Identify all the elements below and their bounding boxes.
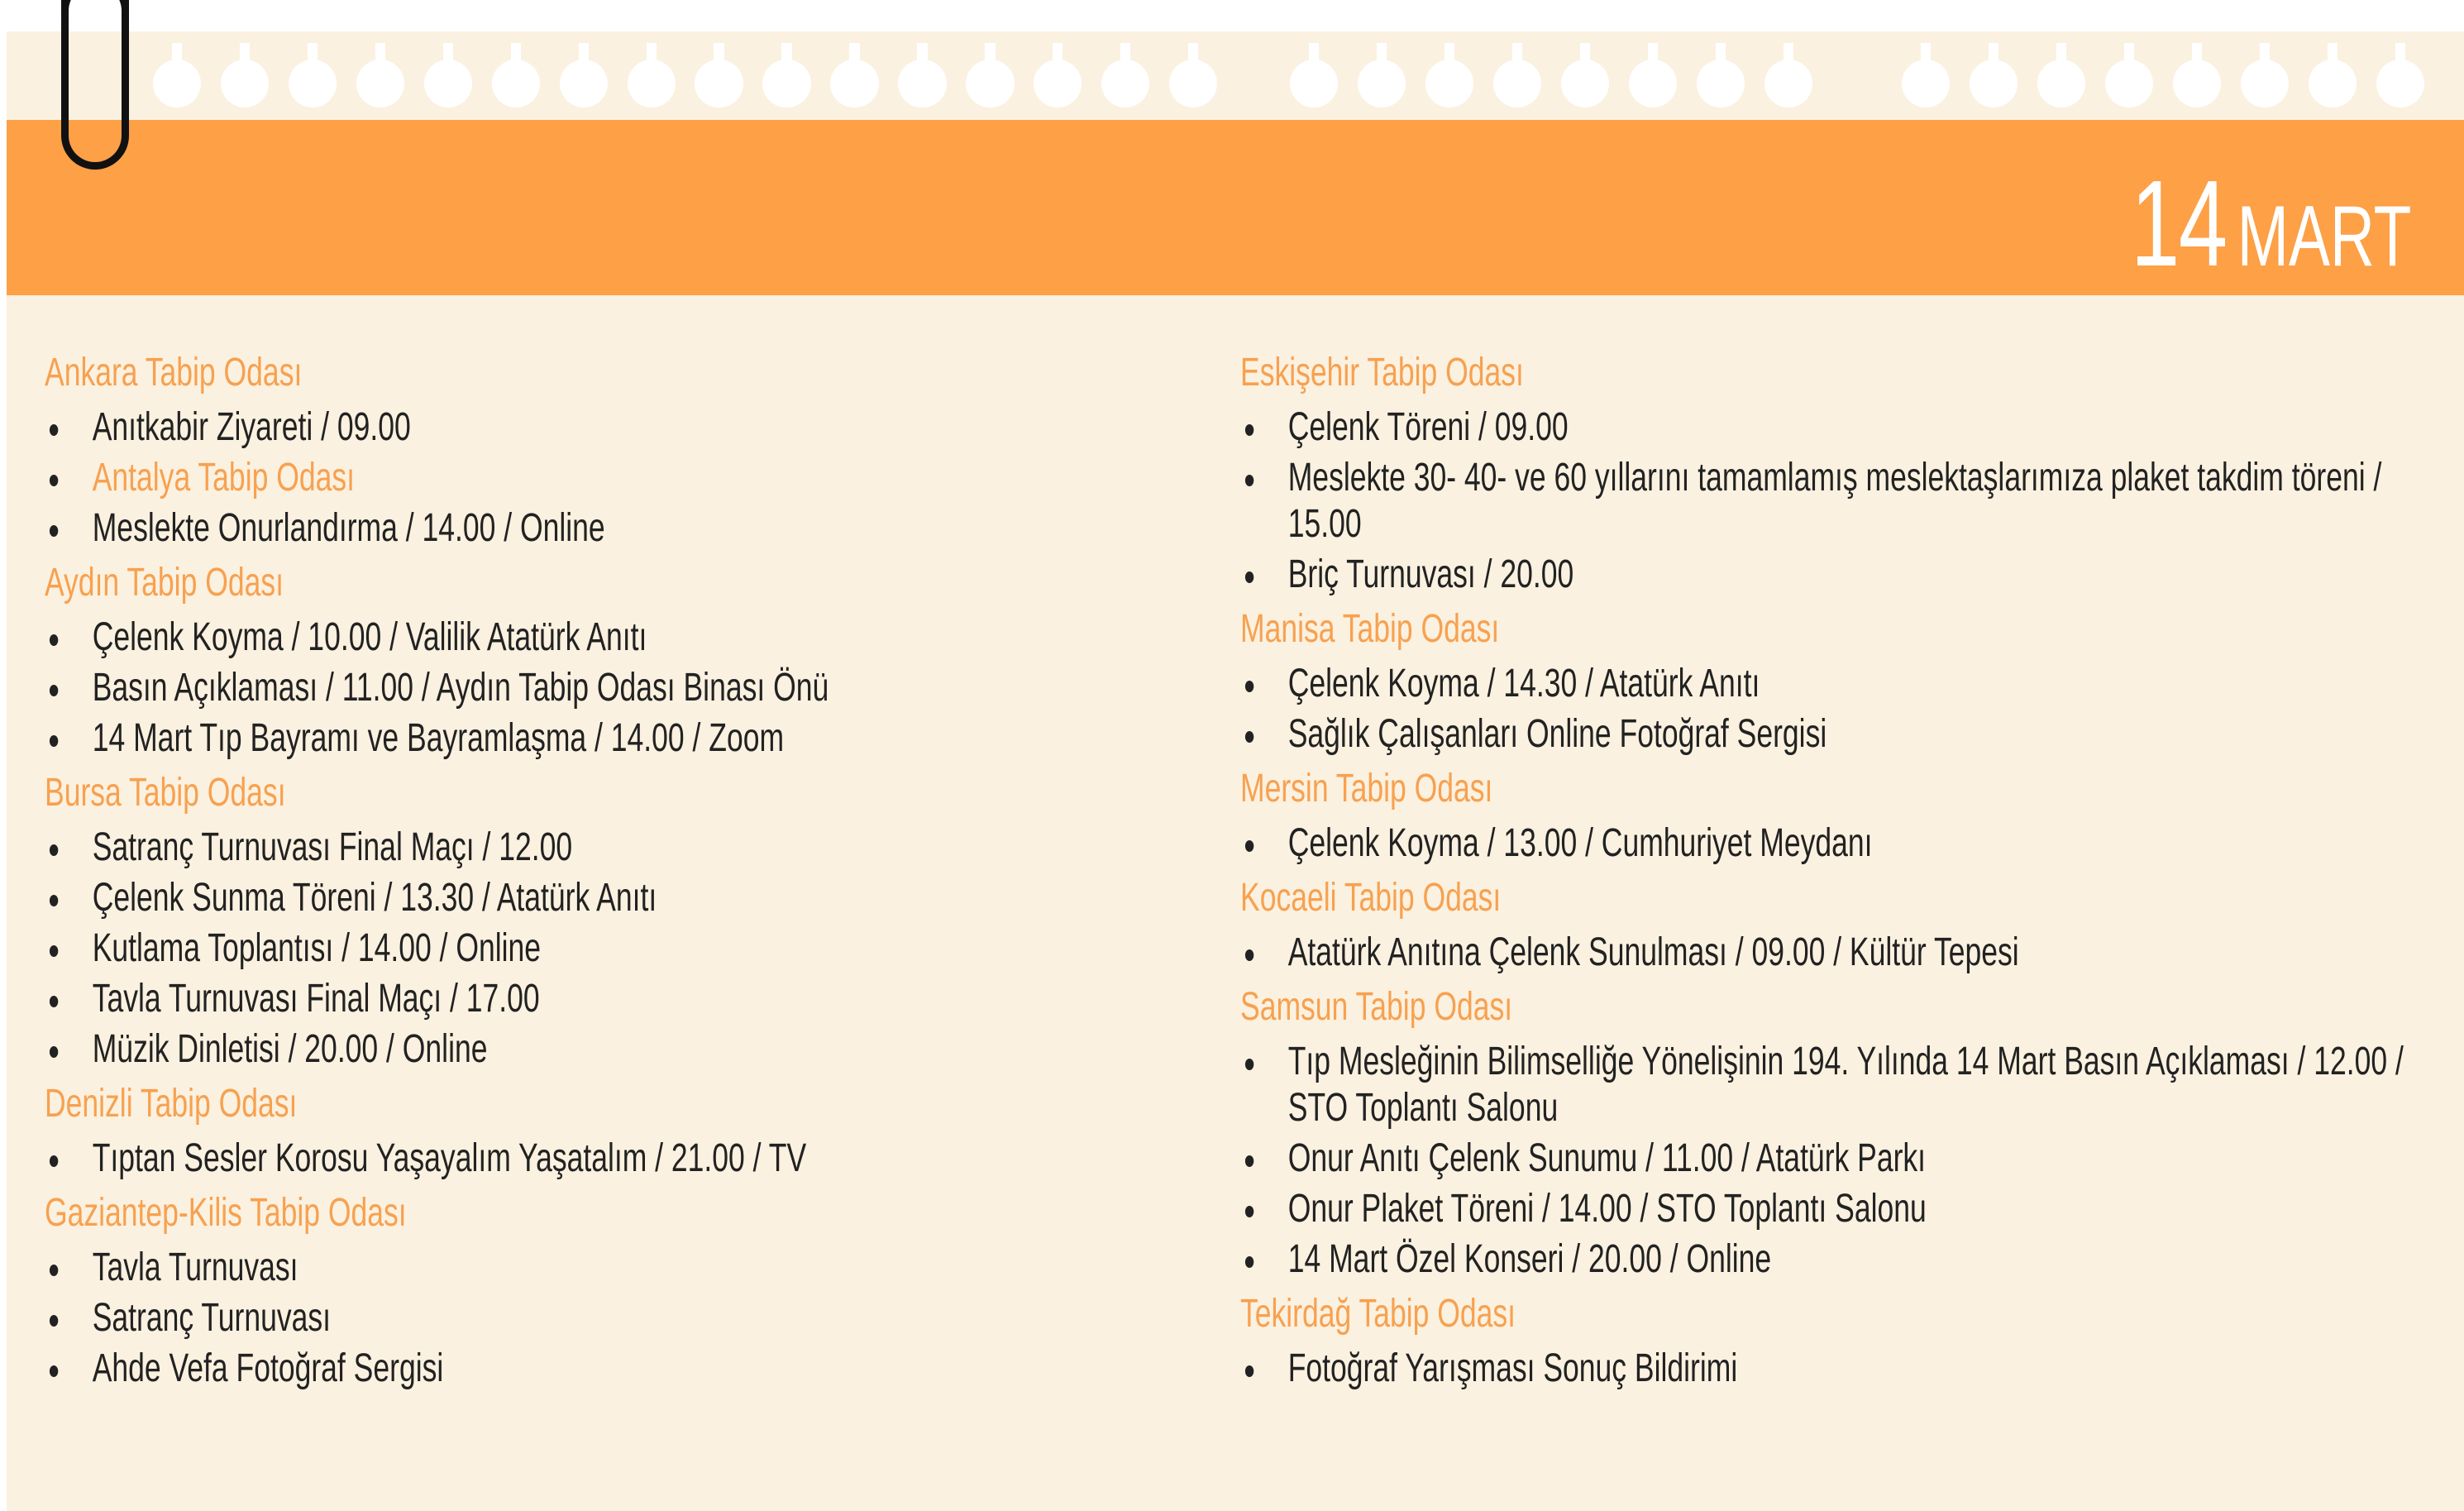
binding-hole-stem bbox=[1716, 43, 1726, 76]
event-list-item bbox=[1240, 1346, 2403, 1392]
event-list-item bbox=[1240, 1236, 2403, 1283]
bullet-icon bbox=[1245, 949, 1253, 961]
binding-hole-stem bbox=[1188, 43, 1198, 76]
bullet-icon bbox=[50, 895, 58, 906]
binding-hole bbox=[1358, 60, 1406, 108]
binding-hole bbox=[1764, 60, 1812, 108]
binding-hole bbox=[221, 60, 269, 108]
event-list-item bbox=[45, 976, 914, 1022]
bullet-icon bbox=[50, 1365, 58, 1377]
event-list-item bbox=[45, 825, 914, 871]
binding-hole bbox=[2309, 60, 2357, 108]
binding-hole bbox=[2241, 60, 2289, 108]
bullet-icon bbox=[1245, 571, 1253, 583]
event-text: Tavla Turnuvası Final Maçı / 17.00 bbox=[92, 977, 540, 1021]
event-text: Ahde Vefa Fotoğraf Sergisi bbox=[92, 1346, 444, 1390]
binding-hole bbox=[1970, 60, 2018, 108]
binding-hole bbox=[1425, 60, 1473, 108]
binding-hole bbox=[1290, 60, 1338, 108]
event-text: Meslekte 30- 40- ve 60 yıllarını tamamlamış meslektaşlarımıza plaket takdim töreni / 15.00 bbox=[1287, 456, 2382, 546]
organization-heading: Ankara Tabip Odası bbox=[45, 351, 303, 394]
event-text: Çelenk Koyma / 13.00 / Cumhuriyet Meydanı bbox=[1287, 821, 1873, 865]
event-list-item bbox=[1240, 930, 2403, 976]
binding-hole-stem bbox=[2056, 43, 2066, 76]
binding-hole-stem bbox=[1784, 43, 1793, 76]
bullet-icon bbox=[1245, 681, 1253, 692]
binding-hole bbox=[560, 60, 608, 108]
bullet-icon bbox=[50, 634, 58, 646]
binding-hole-stem bbox=[1053, 43, 1062, 76]
organization-heading: Eskişehir Tabip Odası bbox=[1240, 351, 1524, 394]
event-text: 14 Mart Tıp Bayramı ve Bayramlaşma / 14.00 / Zoom bbox=[92, 716, 785, 760]
bullet-icon bbox=[1245, 475, 1253, 486]
binding-hole-stem bbox=[985, 43, 995, 76]
event-text: Satranç Turnuvası bbox=[92, 1296, 331, 1340]
date-month: MART bbox=[2237, 189, 2411, 285]
binding-hole-stem bbox=[1580, 43, 1590, 76]
binding-hole-stem bbox=[647, 43, 657, 76]
bullet-icon bbox=[1245, 1059, 1253, 1070]
binding-hole bbox=[1697, 60, 1745, 108]
event-text: Fotoğraf Yarışması Sonuç Bildirimi bbox=[1287, 1346, 1738, 1390]
bullet-icon bbox=[50, 1046, 58, 1058]
binding-hole bbox=[830, 60, 878, 108]
organization-heading: Samsun Tabip Odası bbox=[1240, 985, 1513, 1029]
event-list-item bbox=[45, 1026, 914, 1073]
binding-hole bbox=[492, 60, 540, 108]
event-text: Atatürk Anıtına Çelenk Sunulması / 09.00 / Kültür Tepesi bbox=[1287, 930, 2019, 974]
event-text: Tıptan Sesler Korosu Yaşayalım Yaşatalım / 21.00 / TV bbox=[92, 1136, 807, 1180]
event-list-item bbox=[45, 505, 914, 552]
event-list-item bbox=[45, 1245, 914, 1291]
binding-hole bbox=[2105, 60, 2153, 108]
date-day: 14 bbox=[2130, 155, 2227, 292]
binding-hole-stem bbox=[917, 43, 927, 76]
binding-hole-stem bbox=[1989, 43, 1998, 76]
bullet-icon bbox=[1245, 1365, 1253, 1377]
binding-hole bbox=[2173, 60, 2221, 108]
event-list-item bbox=[1240, 404, 2403, 451]
binding-hole-stem bbox=[375, 43, 385, 76]
binding-hole-stem bbox=[443, 43, 453, 76]
binding-hole-stem bbox=[2395, 43, 2405, 76]
binding-hole bbox=[762, 60, 810, 108]
event-text: Satranç Turnuvası Final Maçı / 12.00 bbox=[92, 825, 573, 869]
event-text: Çelenk Töreni / 09.00 bbox=[1287, 405, 1569, 449]
binding-hole bbox=[1493, 60, 1541, 108]
event-text: Antalya Tabip Odası bbox=[92, 456, 355, 500]
event-text: Çelenk Koyma / 10.00 / Valilik Atatürk Anıtı bbox=[92, 615, 647, 659]
event-text: Anıtkabir Ziyareti / 09.00 bbox=[92, 405, 411, 449]
bullet-icon bbox=[50, 525, 58, 537]
bullet-icon bbox=[50, 475, 58, 486]
event-list-item bbox=[45, 715, 914, 762]
binding-hole-stem bbox=[511, 43, 521, 76]
event-list-item bbox=[1240, 661, 2403, 707]
bullet-icon bbox=[50, 996, 58, 1007]
binding-hole bbox=[2037, 60, 2085, 108]
event-text: Tavla Turnuvası bbox=[92, 1246, 298, 1289]
bullet-icon bbox=[50, 844, 58, 856]
binding-hole bbox=[1101, 60, 1149, 108]
binding-hole-stem bbox=[1921, 43, 1931, 76]
binding-hole-stem bbox=[781, 43, 791, 76]
binding-hole bbox=[1169, 60, 1217, 108]
event-list-item bbox=[1240, 820, 2403, 867]
bullet-icon bbox=[50, 945, 58, 957]
event-list-item bbox=[45, 1136, 914, 1182]
event-text: Tıp Mesleğinin Bilimselliğe Yönelişinin 194. Yılında 14 Mart Basın Açıklaması / 12.00 / STO Toplantı Salonu bbox=[1287, 1040, 2404, 1130]
binding-hole-stem bbox=[1444, 43, 1454, 76]
binding-hole-stem bbox=[2260, 43, 2270, 76]
binding-hole-stem bbox=[714, 43, 723, 76]
organization-heading: Bursa Tabip Odası bbox=[45, 771, 286, 815]
bullet-icon bbox=[1245, 1155, 1253, 1167]
event-text: Müzik Dinletisi / 20.00 / Online bbox=[92, 1027, 488, 1071]
bullet-icon bbox=[1245, 1206, 1253, 1217]
event-list-item bbox=[45, 404, 914, 451]
binding-hole bbox=[628, 60, 676, 108]
organization-heading: Gaziantep-Kilis Tabip Odası bbox=[45, 1191, 407, 1235]
event-list-item bbox=[45, 665, 914, 711]
event-text: 14 Mart Özel Konseri / 20.00 / Online bbox=[1287, 1237, 1772, 1281]
event-list-item bbox=[45, 1295, 914, 1341]
binding-hole-stem bbox=[2328, 43, 2337, 76]
bullet-icon bbox=[50, 735, 58, 747]
bullet-icon bbox=[50, 685, 58, 696]
event-text: Onur Anıtı Çelenk Sunumu / 11.00 / Atatürk Parkı bbox=[1287, 1136, 1927, 1180]
event-text: Basın Açıklaması / 11.00 / Aydın Tabip Odası Binası Önü bbox=[92, 666, 829, 710]
event-list-item bbox=[45, 614, 914, 661]
event-list-item bbox=[1240, 1039, 2420, 1131]
bullet-icon bbox=[1245, 840, 1253, 852]
binding-hole bbox=[2376, 60, 2424, 108]
header-band bbox=[7, 120, 2464, 295]
binding-hole-stem bbox=[1309, 43, 1319, 76]
event-text: Çelenk Sunma Töreni / 13.30 / Atatürk Anıtı bbox=[92, 876, 657, 920]
binding-hole bbox=[153, 60, 201, 108]
event-text: Briç Turnuvası / 20.00 bbox=[1287, 552, 1574, 596]
date-heading bbox=[2131, 154, 2411, 294]
binding-hole-stem bbox=[240, 43, 250, 76]
binding-hole bbox=[424, 60, 472, 108]
event-list-item bbox=[1240, 711, 2403, 758]
binding-hole-stem bbox=[2192, 43, 2202, 76]
binding-hole-stem bbox=[172, 43, 182, 76]
event-list-item bbox=[1240, 1186, 2403, 1232]
organization-heading: Kocaeli Tabip Odası bbox=[1240, 876, 1502, 920]
bullet-icon bbox=[50, 1315, 58, 1327]
binding-hole-stem bbox=[1120, 43, 1130, 76]
binding-hole bbox=[695, 60, 743, 108]
event-text: Meslekte Onurlandırma / 14.00 / Online bbox=[92, 506, 605, 550]
event-text: Kutlama Toplantısı / 14.00 / Online bbox=[92, 926, 542, 970]
binding-hole bbox=[289, 60, 337, 108]
organization-heading: Mersin Tabip Odası bbox=[1240, 767, 1493, 810]
organization-heading: Tekirdağ Tabip Odası bbox=[1240, 1292, 1516, 1336]
binding-holes bbox=[0, 36, 2464, 86]
organization-heading: Manisa Tabip Odası bbox=[1240, 607, 1500, 651]
organization-heading: Denizli Tabip Odası bbox=[45, 1082, 298, 1126]
event-list-item bbox=[45, 1346, 914, 1392]
binding-hole-stem bbox=[1377, 43, 1387, 76]
binding-hole-stem bbox=[1648, 43, 1658, 76]
binding-hole-stem bbox=[579, 43, 589, 76]
event-list-item bbox=[1240, 552, 2403, 598]
event-text: Onur Plaket Töreni / 14.00 / STO Toplantı Salonu bbox=[1287, 1187, 1927, 1231]
binding-hole bbox=[1629, 60, 1677, 108]
event-text: Sağlık Çalışanları Online Fotoğraf Sergisi bbox=[1287, 712, 1827, 756]
bullet-icon bbox=[50, 1265, 58, 1276]
binding-hole bbox=[1034, 60, 1082, 108]
binding-hole-stem bbox=[308, 43, 318, 76]
event-text: Çelenk Koyma / 14.30 / Atatürk Anıtı bbox=[1287, 662, 1760, 705]
binding-hole bbox=[1902, 60, 1950, 108]
bullet-icon bbox=[50, 1155, 58, 1167]
bullet-icon bbox=[1245, 424, 1253, 436]
event-list-item bbox=[45, 455, 914, 501]
binding-hole bbox=[356, 60, 404, 108]
paperclip-icon bbox=[61, 0, 129, 170]
event-list-item bbox=[1240, 1136, 2403, 1182]
binding-hole bbox=[966, 60, 1014, 108]
binding-hole bbox=[898, 60, 946, 108]
event-list-item bbox=[45, 925, 914, 972]
bullet-icon bbox=[1245, 731, 1253, 743]
event-list-item bbox=[45, 875, 914, 921]
organization-heading: Aydın Tabip Odası bbox=[45, 561, 284, 605]
bullet-icon bbox=[50, 424, 58, 436]
right-column bbox=[1240, 346, 2403, 1396]
binding-hole-stem bbox=[849, 43, 859, 76]
binding-hole-stem bbox=[2124, 43, 2134, 76]
left-column bbox=[45, 346, 914, 1396]
binding-hole bbox=[1561, 60, 1609, 108]
binding-hole-stem bbox=[1512, 43, 1522, 76]
bullet-icon bbox=[1245, 1256, 1253, 1268]
event-list-item bbox=[1240, 455, 2420, 547]
